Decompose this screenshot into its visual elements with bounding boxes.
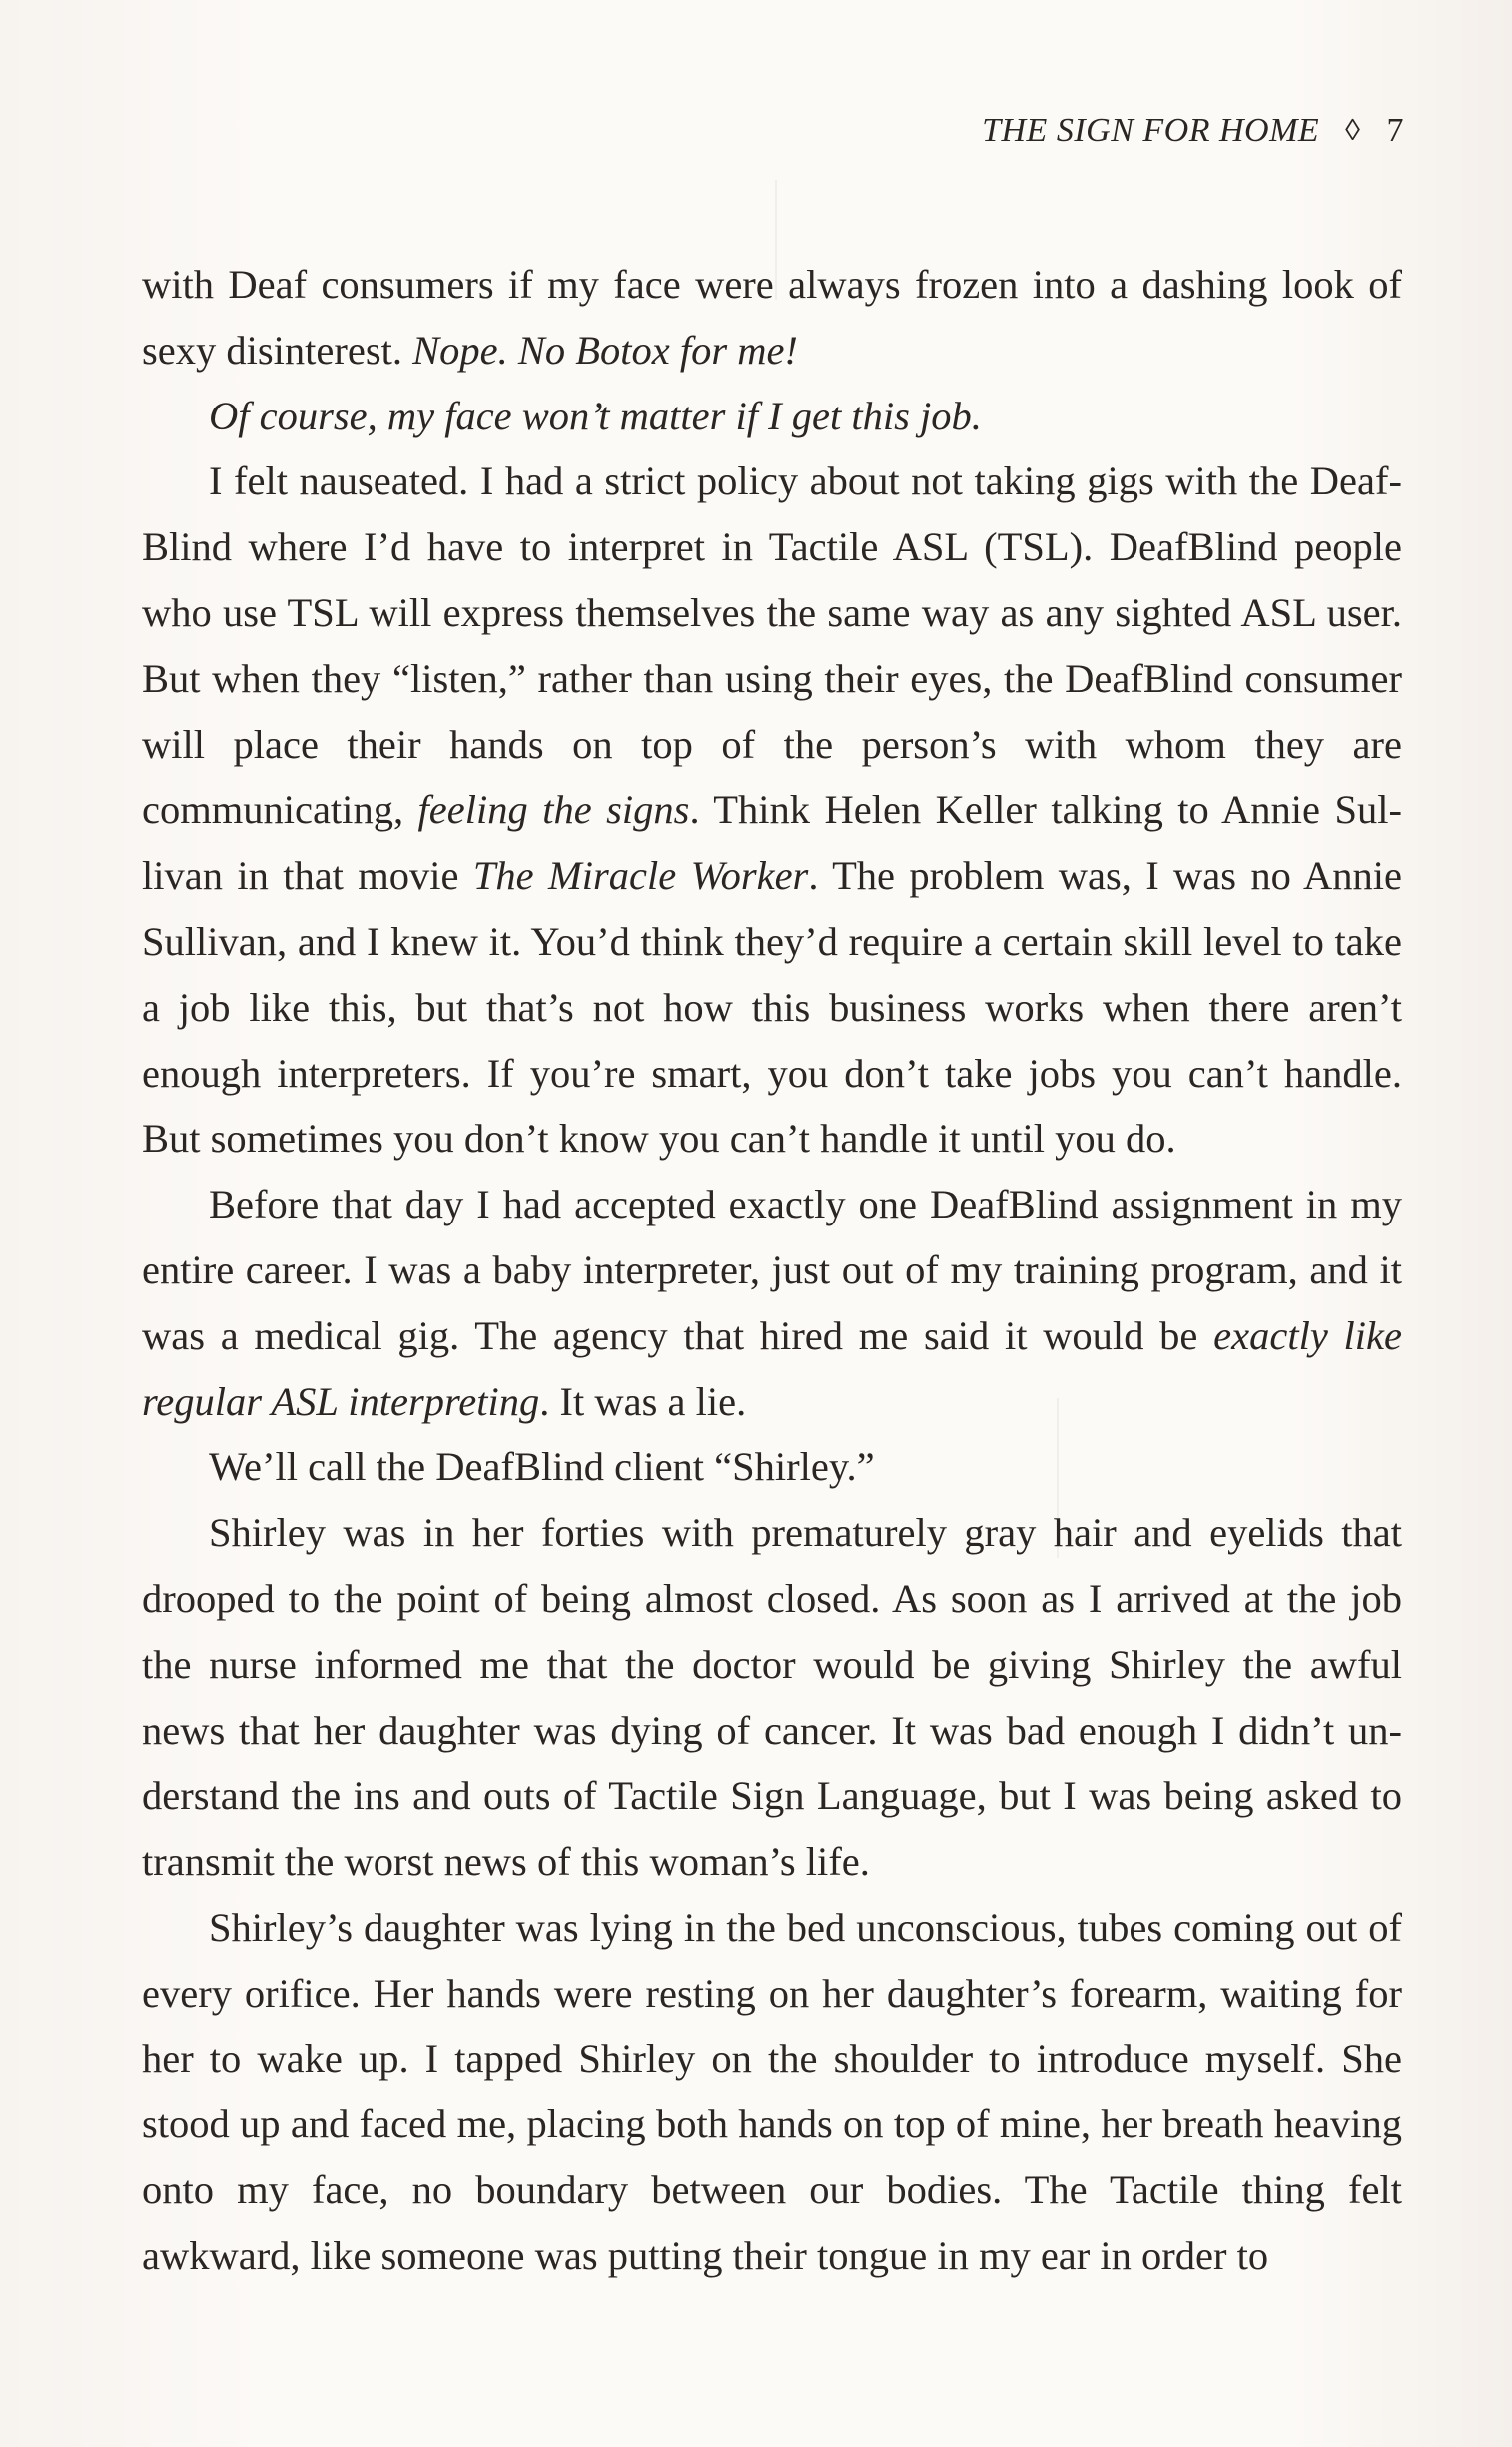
page-number: 7 bbox=[1386, 112, 1404, 149]
paragraph-text: I felt nauseated. I had a strict policy about not taking gigs with the DeafBlind where I’d have to interpret in Tactile ASL (TSL). DeafBlind people who use TSL will express themselves the same way as any sighted ASL user. But when they “listen,” rather than using their eyes, the DeafBlind consumer will place their hands on top of the person’s with whom they are communicating, bbox=[142, 458, 1402, 833]
italic-text: The Miracle Worker bbox=[472, 853, 809, 899]
running-head bbox=[982, 112, 1404, 150]
paragraph bbox=[142, 1500, 1402, 1895]
paragraph-text: . Think Helen Keller talking to Annie Sullivan in that movie bbox=[142, 787, 1402, 899]
paragraph-text: We’ll call the DeafBlind client “Shirley.” bbox=[209, 1444, 875, 1490]
book-title: THE SIGN FOR HOME bbox=[982, 112, 1320, 149]
body-text bbox=[142, 252, 1402, 2289]
diamond-separator-icon: ◊ bbox=[1345, 114, 1361, 147]
paragraph-text: Shirley’s daughter was lying in the bed unconscious, tubes coming out of every orifice. Her hands were resting on her daughter’s forearm, waiting for her to wake up. I tapped Shirley on the shoulder to introduce myself. She stood up and faced me, placing both hands on top of mine, her breath heaving onto my face, no boundary between our bodies. The Tactile thing felt awkward, like someone was putting their tongue in my ear in order to bbox=[142, 1904, 1402, 2278]
paragraph-text: Before that day I had accepted exactly one DeafBlind assignment in my entire career. I was a baby interpreter, just out of my training program, and it was a medical gig. The agency that hired me said it would be bbox=[142, 1182, 1402, 1358]
paragraph-text: . The problem was, I was no Annie Sullivan, and I knew it. You’d think they’d require a certain skill level to take a job like this, but that’s not how this business works when there aren’t enough interpreters. If you’re smart, you don’t take jobs you can’t handle. But sometimes you don’t know you can’t handle it until you do. bbox=[142, 853, 1402, 1162]
paragraph bbox=[142, 448, 1402, 1172]
italic-text: Nope. No Botox for me! bbox=[412, 327, 798, 373]
italic-text: Of course, my face won’t matter if I get this job. bbox=[209, 393, 982, 438]
italic-text: exactly like regular ASL interpreting bbox=[142, 1312, 1402, 1424]
italic-text: feeling the signs bbox=[417, 787, 690, 833]
paragraph bbox=[142, 1895, 1402, 2289]
paragraph-text: Shirley was in her forties with prematurely gray hair and eyelids that drooped to the point of being almost closed. As soon as I arrived at the job the nurse informed me that the doctor would be giving Shirley the awful news that her daughter was dying of cancer. It was bad enough I didn’t understand the ins and outs of Tactile Sign Language, but I was being asked to transmit the worst news of this woman’s life. bbox=[142, 1510, 1402, 1885]
paragraph bbox=[142, 252, 1402, 384]
paragraph-text: with Deaf consumers if my face were always frozen into a dashing look of sexy disinterest. bbox=[142, 262, 1402, 373]
paragraph bbox=[142, 1172, 1402, 1434]
paragraph bbox=[142, 384, 1402, 449]
paragraph bbox=[142, 1434, 1402, 1500]
paragraph-text: . It was a lie. bbox=[539, 1378, 747, 1424]
